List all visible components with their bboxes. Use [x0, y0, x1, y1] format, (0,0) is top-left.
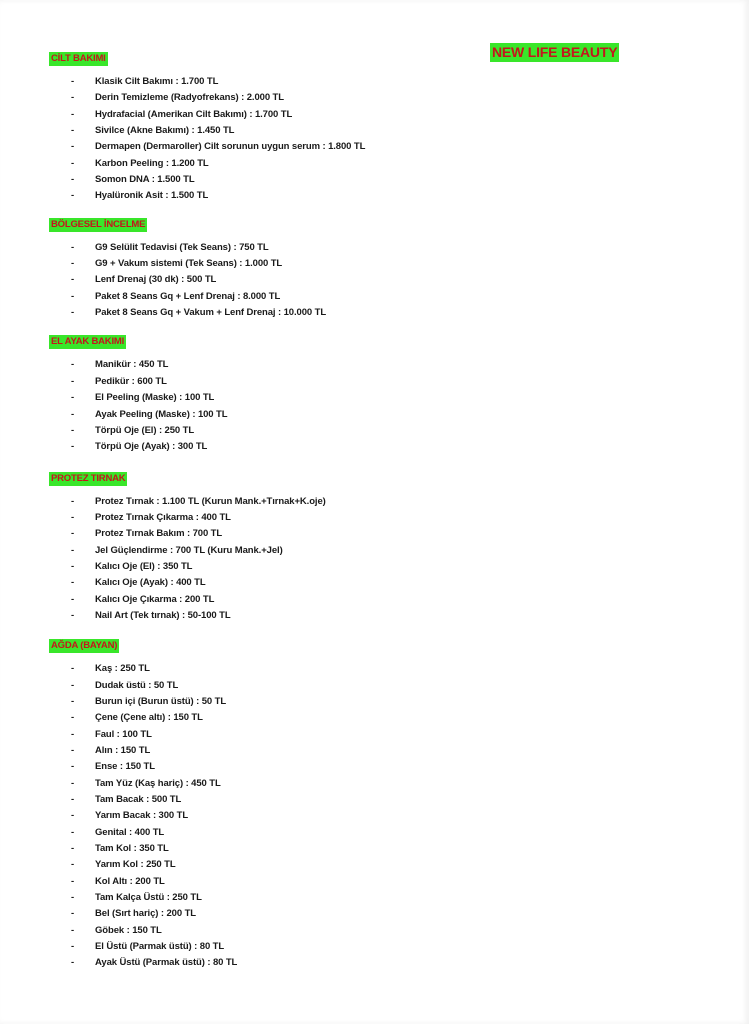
item-text: Çene (Çene altı) : 150 TL	[95, 712, 203, 724]
bullet-dash: -	[71, 241, 75, 253]
list-item	[49, 140, 699, 156]
item-text: Yarım Bacak : 300 TL	[95, 810, 189, 822]
bullet-dash: -	[71, 359, 75, 371]
list-item	[49, 157, 699, 173]
list-item	[49, 241, 699, 257]
bullet-dash: -	[71, 157, 75, 169]
item-list	[49, 495, 699, 626]
item-text: Ayak Peeling (Maske) : 100 TL	[95, 408, 228, 420]
item-list	[49, 358, 699, 456]
item-text: Tam Yüz (Kaş hariç) : 450 TL	[95, 777, 221, 789]
item-text: Alın : 150 TL	[95, 745, 151, 756]
bullet-dash: -	[71, 307, 75, 319]
item-list	[49, 662, 699, 973]
list-item	[49, 728, 699, 744]
item-text: Ayak Üstü (Parmak üstü) : 80 TL	[95, 957, 238, 969]
list-item	[49, 777, 699, 793]
section-protez-tirnak	[49, 468, 699, 626]
bullet-dash: -	[71, 174, 75, 186]
bullet-dash: -	[71, 593, 75, 605]
item-text: Törpü Oje (El) : 250 TL	[95, 424, 195, 436]
list-item	[49, 711, 699, 727]
list-item	[49, 679, 699, 695]
bullet-dash: -	[71, 392, 75, 404]
item-text: Kaş : 250 TL	[95, 663, 150, 675]
bullet-dash: -	[71, 560, 75, 572]
bullet-dash: -	[71, 408, 75, 420]
item-text: Sivilce (Akne Bakımı) : 1.450 TL	[95, 125, 235, 137]
item-text: Paket 8 Seans Gq + Vakum + Lenf Drenaj : 10.000 TL	[95, 307, 327, 319]
list-item	[49, 891, 699, 907]
bullet-dash: -	[71, 957, 75, 969]
list-item	[49, 306, 699, 322]
item-text: Hydrafacial (Amerikan Cilt Bakımı) : 1.700 TL	[95, 108, 293, 120]
list-item	[49, 907, 699, 923]
section-el-ayak-bakimi	[49, 331, 699, 456]
item-text: Protez Tırnak Bakım : 700 TL	[95, 528, 223, 540]
list-item	[49, 108, 699, 124]
list-item	[49, 424, 699, 440]
bullet-dash: -	[71, 577, 75, 589]
item-text: Kol Altı : 200 TL	[95, 875, 165, 887]
section-bolgesel-incelme	[49, 214, 699, 323]
bullet-dash: -	[71, 375, 75, 387]
bullet-dash: -	[71, 108, 75, 120]
section-title: PROTEZ TIRNAK	[51, 472, 126, 484]
list-item	[49, 760, 699, 776]
bullet-dash: -	[71, 908, 75, 920]
item-text: Somon DNA : 1.500 TL	[95, 174, 195, 186]
list-item	[49, 940, 699, 956]
bullet-dash: -	[71, 728, 75, 740]
item-text: Jel Güçlendirme : 700 TL (Kuru Mank.+Jel)	[95, 544, 283, 556]
list-item	[49, 793, 699, 809]
list-item	[49, 173, 699, 189]
list-item	[49, 956, 699, 972]
list-item	[49, 809, 699, 825]
section-title: CİLT BAKIMI	[51, 53, 106, 64]
item-text: Protez Tırnak : 1.100 TL (Kurun Mank.+Tırnak+K.oje)	[95, 495, 326, 507]
list-item	[49, 842, 699, 858]
bullet-dash: -	[71, 290, 75, 302]
list-item	[49, 826, 699, 842]
bullet-dash: -	[71, 679, 75, 691]
list-item	[49, 290, 699, 306]
item-text: Kalıcı Oje (El) : 350 TL	[95, 560, 193, 572]
item-list	[49, 241, 699, 323]
bullet-dash: -	[71, 495, 75, 507]
item-list	[49, 75, 699, 206]
bullet-dash: -	[71, 892, 75, 904]
section-title: AĞDA (BAYAN)	[51, 640, 118, 652]
item-text: Derin Temizleme (Radyofrekans) : 2.000 TL	[95, 92, 284, 104]
bullet-dash: -	[71, 609, 75, 621]
bullet-dash: -	[71, 794, 75, 806]
item-text: Tam Kol : 350 TL	[95, 843, 169, 855]
bullet-dash: -	[71, 663, 75, 675]
item-text: El Üstü (Parmak üstü) : 80 TL	[95, 941, 225, 953]
bullet-dash: -	[71, 761, 75, 773]
bullet-dash: -	[71, 544, 75, 556]
list-item	[49, 560, 699, 576]
list-item	[49, 544, 699, 560]
bullet-dash: -	[71, 712, 75, 724]
list-item	[49, 391, 699, 407]
item-text: Dudak üstü : 50 TL	[95, 679, 179, 691]
item-text: Törpü Oje (Ayak) : 300 TL	[95, 441, 208, 453]
item-text: Hyalüronik Asit : 1.500 TL	[95, 190, 209, 202]
bullet-dash: -	[71, 141, 75, 153]
bullet-dash: -	[71, 274, 75, 286]
item-text: Kalıcı Oje (Ayak) : 400 TL	[95, 577, 206, 589]
bullet-dash: -	[71, 777, 75, 789]
list-item	[49, 875, 699, 891]
bullet-dash: -	[71, 745, 75, 756]
bullet-dash: -	[71, 859, 75, 871]
list-item	[49, 593, 699, 609]
item-text: Faul : 100 TL	[95, 728, 152, 740]
list-item	[49, 858, 699, 874]
list-item	[49, 75, 699, 91]
bullet-dash: -	[71, 826, 75, 838]
bullet-dash: -	[71, 843, 75, 855]
list-item	[49, 511, 699, 527]
bullet-dash: -	[71, 76, 75, 87]
list-item	[49, 440, 699, 456]
list-item	[49, 358, 699, 374]
bullet-dash: -	[71, 695, 75, 707]
bullet-dash: -	[71, 92, 75, 104]
item-text: El Peeling (Maske) : 100 TL	[95, 392, 215, 404]
list-item	[49, 495, 699, 511]
bullet-dash: -	[71, 258, 75, 270]
bullet-dash: -	[71, 810, 75, 822]
item-text: Tam Bacak : 500 TL	[95, 794, 182, 806]
item-text: Dermapen (Dermaroller) Cilt sorunun uygun serum : 1.800 TL	[95, 141, 366, 153]
item-text: Lenf Drenaj (30 dk) : 500 TL	[95, 274, 217, 286]
list-item	[49, 273, 699, 289]
list-item	[49, 609, 699, 625]
item-text: Göbek : 150 TL	[95, 924, 162, 936]
item-text: Tam Kalça Üstü : 250 TL	[95, 892, 202, 904]
bullet-dash: -	[71, 190, 75, 202]
section-agda-bayan	[49, 635, 699, 973]
item-text: Bel (Sırt hariç) : 200 TL	[95, 908, 196, 920]
list-item	[49, 662, 699, 678]
list-item	[49, 124, 699, 140]
item-text: Protez Tırnak Çıkarma : 400 TL	[95, 511, 231, 523]
section-title: EL AYAK BAKIMI	[51, 336, 125, 348]
list-item	[49, 744, 699, 760]
list-item	[49, 91, 699, 107]
item-text: G9 + Vakum sistemi (Tek Seans) : 1.000 TL	[95, 258, 283, 270]
item-text: Pedikür : 600 TL	[95, 375, 167, 387]
bullet-dash: -	[71, 125, 75, 137]
list-item	[49, 695, 699, 711]
list-item	[49, 408, 699, 424]
list-item	[49, 576, 699, 592]
price-list	[49, 48, 699, 973]
item-text: Manikür : 450 TL	[95, 359, 169, 371]
list-item	[49, 375, 699, 391]
item-text: Paket 8 Seans Gq + Lenf Drenaj : 8.000 TL	[95, 290, 281, 302]
item-text: G9 Selülit Tedavisi (Tek Seans) : 750 TL	[95, 241, 269, 253]
section-cilt-bakimi	[49, 48, 699, 206]
bullet-dash: -	[71, 924, 75, 936]
item-text: Yarım Kol : 250 TL	[95, 859, 176, 871]
bullet-dash: -	[71, 875, 75, 887]
list-item	[49, 257, 699, 273]
bullet-dash: -	[71, 528, 75, 540]
brand-title: NEW LIFE BEAUTY	[492, 44, 618, 60]
list-item	[49, 189, 699, 205]
bullet-dash: -	[71, 424, 75, 436]
item-text: Ense : 150 TL	[95, 761, 155, 773]
bullet-dash: -	[71, 441, 75, 453]
item-text: Kalıcı Oje Çıkarma : 200 TL	[95, 593, 215, 605]
item-text: Karbon Peeling : 1.200 TL	[95, 157, 209, 169]
item-text: Klasik Cilt Bakımı : 1.700 TL	[95, 76, 219, 87]
list-item	[49, 527, 699, 543]
bullet-dash: -	[71, 511, 75, 523]
section-title: BÖLGESEL İNCELME	[51, 218, 146, 230]
item-text: Nail Art (Tek tırnak) : 50-100 TL	[95, 609, 231, 621]
item-text: Genital : 400 TL	[95, 826, 165, 838]
list-item	[49, 924, 699, 940]
bullet-dash: -	[71, 941, 75, 953]
item-text: Burun içi (Burun üstü) : 50 TL	[95, 695, 227, 707]
